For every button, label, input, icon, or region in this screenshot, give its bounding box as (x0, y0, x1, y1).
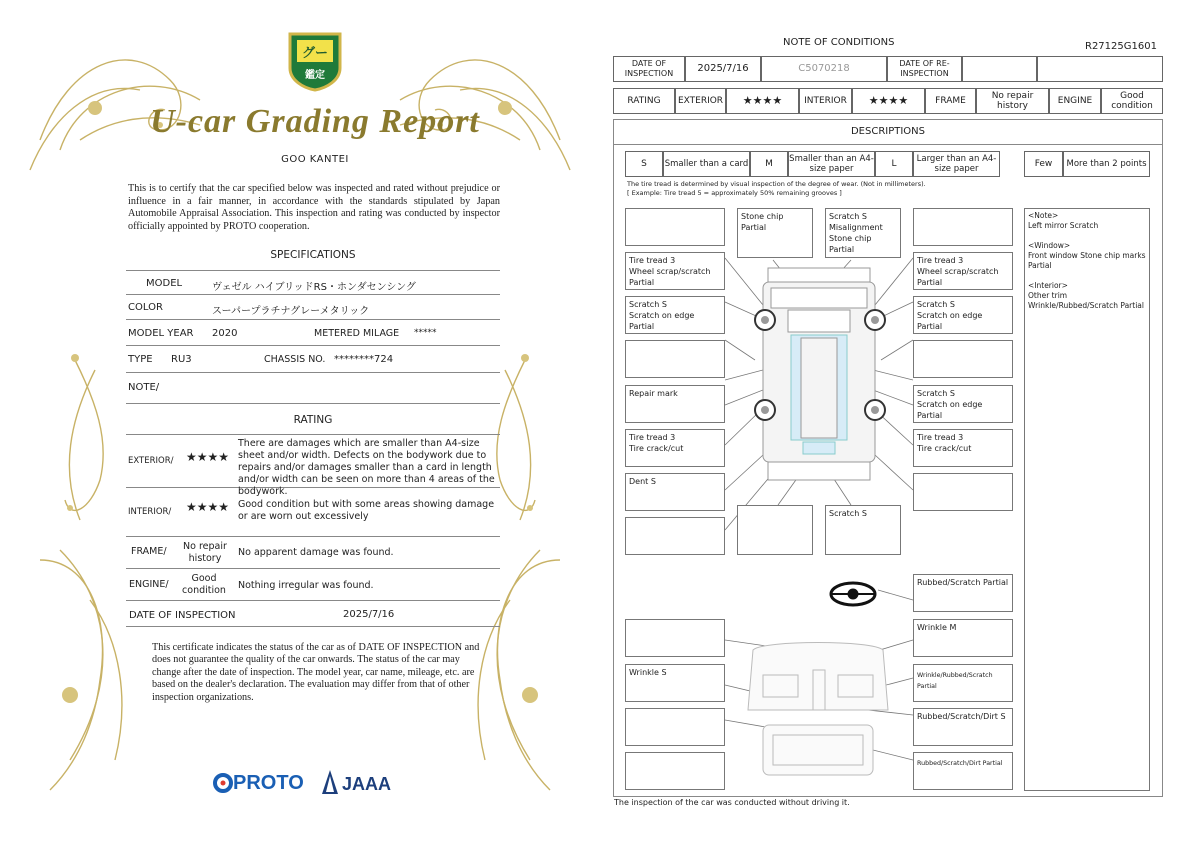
ext-box-l4 (625, 385, 725, 423)
ext-box-r4-text: Scratch S Scratch on edge Partial (917, 389, 983, 420)
type-label: TYPE (128, 354, 153, 365)
rating-label: RATING (613, 88, 675, 114)
ext-box-r5 (913, 429, 1013, 467)
ext-box-r1-text: Tire tread 3 Wheel scrap/scratch Partial (917, 256, 999, 287)
ext-box-l2-text: Scratch S Scratch on edge Partial (629, 300, 695, 331)
ext-box-l4-text: Repair mark (629, 389, 678, 398)
ext-box-l1-text: Tire tread 3 Wheel scrap/scratch Partial (629, 256, 711, 287)
legend-desc-s: Smaller than a card (663, 151, 750, 177)
frame-value: No repair history (976, 88, 1049, 114)
engine-desc: Nothing irregular was found. (238, 580, 374, 591)
date-value: 2025/7/16 (343, 609, 395, 620)
int-box-r3-text: Rubbed/Scratch/Dirt S (917, 712, 1006, 721)
frame-label: FRAME/ (131, 546, 167, 557)
ext-box-blank-top-left (625, 208, 725, 246)
legend-desc-l: Larger than an A4-size paper (913, 151, 1000, 177)
intro-paragraph: This is to certify that the car specified below was inspected and rated without prejudice or influence in a fair manner, in accordance with the standards stipulated by Japan Automobile Appraisal Association. This inspection and rating was conducted by inspector officially appointed by PROTO cooperation. (128, 183, 500, 232)
frame-desc: No apparent damage was found. (238, 547, 394, 558)
ext-box-r2-text: Scratch S Scratch on edge Partial (917, 300, 983, 331)
type-row (126, 346, 500, 373)
exterior-desc: There are damages which are smaller than A4-size sheet and/or width. Defects on the bodywork due to repairs and/or damages smaller than a card in length and/or width can be seen on more than 4 areas of the bodywork. (238, 438, 495, 497)
engine-value: Good condition (182, 573, 226, 596)
ext-box-l6-text: Dent S (629, 477, 656, 486)
ext-box-r5-text: Tire tread 3 Tire crack/cut (917, 433, 972, 453)
report-subtitle: GOO KANTEI (281, 154, 349, 165)
ext-box-top-right (825, 208, 901, 258)
ext-box-r3 (913, 340, 1013, 378)
int-box-r4 (913, 752, 1013, 790)
mileage-label: METERED MILAGE (314, 328, 400, 339)
interior-row (126, 488, 500, 537)
ext-box-bottom-mid (737, 505, 813, 555)
exterior-label: EXTERIOR/ (128, 456, 174, 466)
descriptions-heading: DESCRIPTIONS (850, 126, 926, 137)
goo-kantei-badge-icon (285, 30, 345, 92)
int-box-l1 (625, 619, 725, 657)
inspection-date-value: 2025/7/16 (685, 56, 761, 82)
svg-text:グー: グー (301, 46, 329, 61)
legend-desc-few: More than 2 points (1063, 151, 1150, 177)
disclaimer: This certificate indicates the status of the car as of DATE OF INSPECTION and does not guarantee the quality of the car onwards. The status of the car may change after the date of inspection. The model year, car name, mileage, etc. are based on the dealer's declaration. The evaluation may differ from that of other inspection organizations. (152, 642, 480, 703)
interior-label: INTERIOR (799, 88, 852, 114)
year-label: MODEL YEAR (128, 328, 194, 339)
notes-box (1024, 208, 1150, 791)
frame-row (126, 537, 500, 569)
legend-code-few: Few (1024, 151, 1063, 177)
int-box-r2 (913, 664, 1013, 702)
inspection-code: C5070218 (761, 56, 887, 82)
year-value: 2020 (212, 328, 238, 339)
ext-box-blank-top-right (913, 208, 1013, 246)
ext-box-bottom-right (825, 505, 901, 555)
chassis-value: ********724 (334, 354, 394, 365)
mileage-value: ***** (414, 328, 437, 338)
tread-note-1: The tire tread is determined by visual inspection of the degree of wear. (Not in millimeters). (627, 180, 926, 188)
svg-text:鑑定: 鑑定 (305, 70, 325, 81)
int-box-steering (913, 574, 1013, 612)
spec-heading: SPECIFICATIONS (270, 249, 356, 261)
int-box-r2-text: Wrinkle/Rubbed/Scratch Partial (917, 672, 993, 690)
frame-value: No repair history (183, 541, 227, 564)
exterior-stars: ★★★★ (186, 450, 230, 464)
ext-box-l1 (625, 252, 725, 290)
int-box-r4-text: Rubbed/Scratch/Dirt Partial (917, 760, 1003, 767)
ext-box-l3 (625, 340, 725, 378)
ext-box-top-mid-text: Stone chip Partial (741, 212, 784, 232)
exterior-row (126, 434, 500, 497)
proto-logo-text: PROTO (233, 772, 304, 794)
steering-wheel-icon (831, 583, 875, 605)
interior-stars: ★★★★ (852, 88, 925, 114)
ext-box-r6 (913, 473, 1013, 511)
note-row (126, 373, 500, 404)
ext-box-l6 (625, 473, 725, 511)
ext-box-l7 (625, 517, 725, 555)
legend-desc-m: Smaller than an A4-size paper (788, 151, 875, 177)
model-row (126, 270, 500, 295)
ext-box-r1 (913, 252, 1013, 290)
tread-note-2: [ Example: Tire tread 5 = approximately 50% remaining grooves ] (627, 189, 842, 197)
interior-label: INTERIOR/ (128, 507, 172, 517)
ext-box-l2 (625, 296, 725, 334)
date-label: DATE OF INSPECTION (129, 610, 236, 621)
interior-stars: ★★★★ (186, 500, 230, 514)
note-label: NOTE/ (128, 382, 160, 393)
footer-note: The inspection of the car was conducted without driving it. (614, 798, 850, 807)
reinspection-label: DATE OF RE-INSPECTION (887, 56, 962, 82)
interior-desc: Good condition but with some areas showing damage or are worn out excessively (238, 499, 495, 522)
rating-heading: RATING (293, 414, 333, 426)
legend-code-s: S (625, 151, 663, 177)
date-row (126, 601, 500, 627)
engine-label: ENGINE/ (129, 579, 169, 590)
year-row (126, 320, 500, 346)
engine-label: ENGINE (1049, 88, 1101, 114)
int-box-r1-text: Wrinkle M (917, 623, 957, 632)
int-box-l2-text: Wrinkle S (629, 668, 667, 677)
jaaa-logo-icon (320, 770, 340, 796)
jaaa-logo-text: JAAA (342, 774, 392, 794)
ext-box-bottom-right-text: Scratch S (829, 509, 867, 518)
frame-label: FRAME (925, 88, 976, 114)
int-box-r1 (913, 619, 1013, 657)
notes-text: <Note> Left mirror Scratch <Window> Front window Stone chip marks Partial <Interior> Other trim Wrinkle/Rubbed/Scratch Partial (1028, 211, 1146, 310)
reinspection-blank (1037, 56, 1163, 82)
inspection-date-label: DATE OF INSPECTION (613, 56, 685, 82)
ext-box-top-right-text: Scratch S Misalignment Stone chip Partial (829, 212, 883, 254)
model-label: MODEL (146, 278, 183, 289)
color-value: スーパープラチナグレーメタリック (212, 306, 370, 317)
chassis-label: CHASSIS NO. (264, 354, 326, 365)
color-label: COLOR (128, 302, 163, 313)
ext-box-r4 (913, 385, 1013, 423)
int-box-l2 (625, 664, 725, 702)
ext-box-l5-text: Tire tread 3 Tire crack/cut (629, 433, 684, 453)
color-row (126, 295, 500, 320)
ext-box-top-mid (737, 208, 813, 258)
int-box-l3 (625, 708, 725, 746)
report-id: R27125G1601 (1085, 41, 1157, 52)
noc-title: NOTE OF CONDITIONS (783, 37, 895, 48)
engine-value: Good condition (1101, 88, 1163, 114)
ext-box-r2 (913, 296, 1013, 334)
reinspection-value (962, 56, 1037, 82)
int-box-r3 (913, 708, 1013, 746)
proto-logo-icon (212, 772, 234, 794)
int-box-l4 (625, 752, 725, 790)
model-value: ヴェゼル ハイブリッドRS・ホンダセンシング (212, 282, 416, 293)
report-title: U-car Grading Report (150, 103, 480, 140)
exterior-stars: ★★★★ (726, 88, 799, 114)
exterior-label: EXTERIOR (675, 88, 726, 114)
legend-code-l: L (875, 151, 913, 177)
ext-box-l5 (625, 429, 725, 467)
legend-code-m: M (750, 151, 788, 177)
engine-row (126, 569, 500, 601)
type-value: RU3 (171, 354, 192, 365)
int-box-steering-text: Rubbed/Scratch Partial (917, 578, 1009, 587)
